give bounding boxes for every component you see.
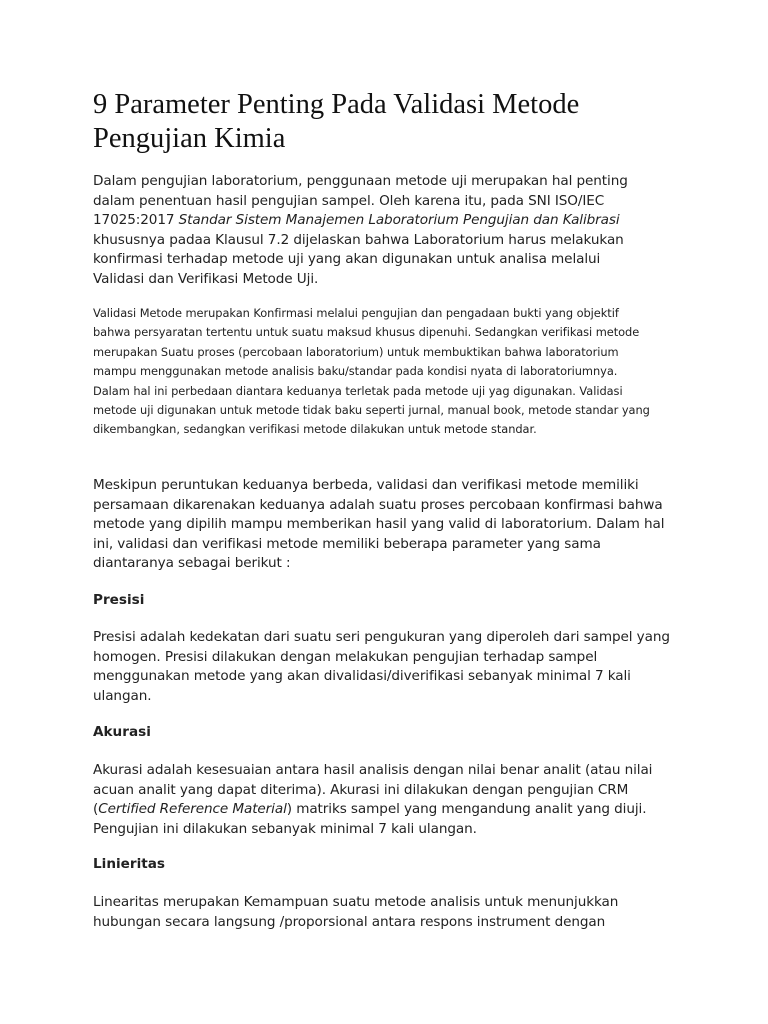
section-body-linieritas: Linearitas merupakan Kemampuan suatu metode analisis untuk menunjukkan hubungan secara langsung /proporsional antara respons instrument dengan <box>93 894 619 930</box>
comparison-paragraph: Meskipun peruntukan keduanya berbeda, validasi dan verifikasi metode memiliki persamaan dikarenakan keduanya adalah suatu proses percobaan konfirmasi bahwa metode yang dipilih mampu memberikan hasil yang valid di laboratorium. Dalam hal ini, validasi dan verifikasi metode memiliki beberapa parameter yang sama diantaranya sebagai berikut : <box>93 477 665 572</box>
definition-paragraph: Validasi Metode merupakan Konfirmasi melalui pengujian dan pengadaan bukti yang objektif bahwa persyaratan tertentu untuk suatu maksud khusus dipenuhi. Sedangkan verifikasi metode merupakan Suatu proses (percobaan laboratorium) untuk membuktikan bahwa laboratorium mampu menggunakan metode analisis baku/standar pada kondisi nyata di laboratoriumnya. Dalam hal ini perbedaan diantara keduanya terletak pada metode uji yag digunakan. Validasi metode uji digunakan untuk metode tidak baku seperti jurnal, manual book, metode standar yang dikembangkan, sedangkan verifikasi metode dilakukan untuk metode standar. <box>93 306 650 437</box>
section-body-akurasi <box>93 761 663 839</box>
intro-standard-name: Standar Sistem Manajemen Laboratorium Pengujian dan Kalibrasi <box>178 212 620 229</box>
intro-paragraph <box>93 172 653 290</box>
intro-text-end: khususnya padaa Klausul 7.2 dijelaskan bahwa Laboratorium harus melakukan konfirmasi terhadap metode uji yang akan digunakan untuk analisa melalui Validasi dan Verifikasi Metode Uji. <box>93 231 624 287</box>
section-heading-akurasi: Akurasi <box>93 724 151 740</box>
akurasi-text-end: ) matriks sampel yang mengandung analit yang diuji. Pengujian ini dilakukan sebanyak minimal 7 kali ulangan. <box>93 801 647 837</box>
section-body-presisi: Presisi adalah kedekatan dari suatu seri pengukuran yang diperoleh dari sampel yang homogen. Presisi dilakukan dengan melakukan pengujian terhadap sampel menggunakan metode yang akan divalidasi/diverifikasi sebanyak minimal 7 kali ulangan. <box>93 629 670 704</box>
page-title: 9 Parameter Penting Pada Validasi Metode Pengujian Kimia <box>93 89 580 154</box>
crm-term: Certified Reference Material <box>98 801 287 818</box>
intro-text-start: Dalam pengujian laboratorium, penggunaan metode uji merupakan hal penting dalam penentuan hasil pengujian sampel. Oleh karena itu, pada SNI ISO/IEC 17025:2017 <box>93 173 628 229</box>
section-heading-linieritas: Linieritas <box>93 856 166 872</box>
section-heading-presisi: Presisi <box>93 592 145 608</box>
akurasi-text-start: Akurasi adalah kesesuaian antara hasil analisis dengan nilai benar analit (atau nilai acuan analit yang dapat diterima). Akurasi ini dilakukan dengan pengujian CRM ( <box>93 762 653 818</box>
